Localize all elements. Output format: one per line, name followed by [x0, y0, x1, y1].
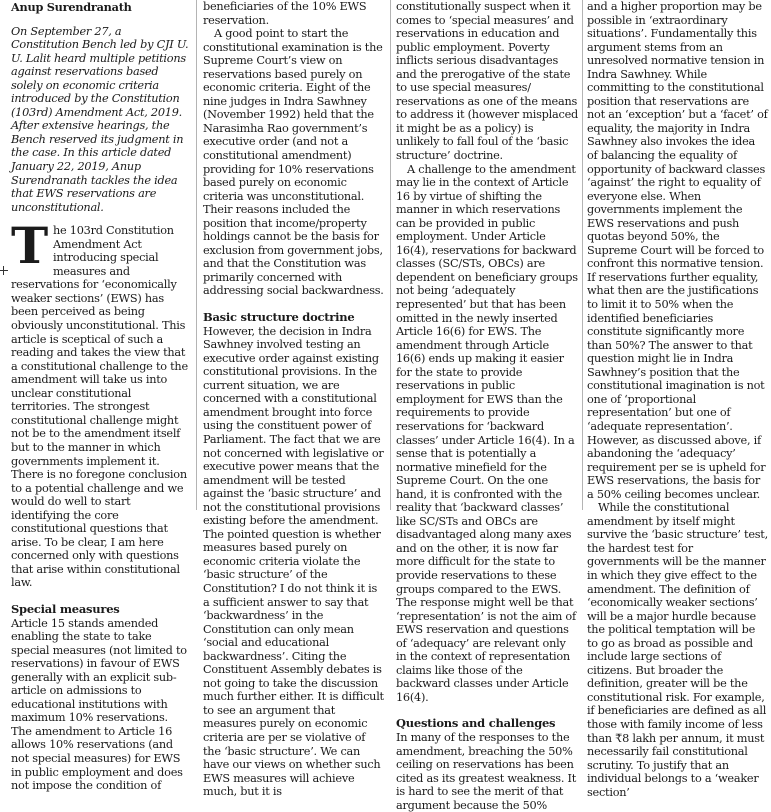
lead-paragraph-block [11, 216, 191, 590]
heading-special-measures: Special measures [11, 601, 120, 616]
paragraph-basic-structure: However, the decision in Indra Sawhney involved testing an executive order against existing constitutional provisions. In the current situation, we are concerned with a constitutional amendment brought into force using the constituent power of Parliament. The fact that we are not concerned with legislative or executive power means that the amendment will be tested against the ‘basic structure’ and not the constitutional provisions existing before the amendment. The pointed question is whether measures based purely on economic criteria violate the ‘basic structure’ of the Constitution? I do not think it is a sufficient answer to say that ‘backwardness’ in the Constitution can only mean ‘social and educational backwardness’. Citing the Constituent Assembly debates is not going to take the discussion much further either. It is difficult to see an argument that measures purely on economic criteria are per se violative of the ‘basic structure’. We can have our views on whether such EWS measures will achieve much, but it is [203, 324, 384, 799]
column-2 [203, 0, 386, 799]
column-1 [11, 0, 191, 793]
byline: Anup Surendranath [11, 0, 132, 14]
intro-text: On September 27, a Constitution Bench led by CJI U. U. Lalit heard multiple petitions against reservations based solely on economic criteria introduced by the Constitution (103rd) Amendment Act, 2019. After extensive hearings, the Bench reserved its judgment in the case. In this article dated January 22, 2019, Anup Surendranath tackles the idea that EWS reservations are unconstitutional. [11, 24, 189, 214]
heading-basic-structure: Basic structure doctrine [203, 310, 355, 325]
column-4 [587, 0, 768, 799]
lead-paragraph: he 103rd Constitution Amendment Act introducing special measures and reservations for ‘economically weaker sections’ (EWS) has been perceived as being obviously unconstitutional. This article is sceptical of such a reading and takes the view that a constitutional challenge to the amendment will take us into unclear constitutional territories. The strongest constitutional challenge might not be to the amendment itself but to the manner in which governments implement it. There is no foregone conclusion to a potential challenge and we would do well to start identifying the core constitutional questions that arise. To be clear, I am here concerned only with questions that arise within constitutional law. [11, 224, 188, 590]
continuation-paragraph: beneficiaries of the 10% EWS reservation. [203, 0, 367, 27]
heading-questions-challenges: Questions and challenges [396, 716, 556, 731]
column-3 [396, 0, 578, 812]
column-divider [390, 0, 391, 510]
column-divider [582, 0, 583, 510]
column-divider [196, 0, 197, 510]
crop-mark [0, 270, 8, 271]
continuation-paragraph: and a higher proportion may be possible in ‘extraordinary situations’. Fundamentally this argument stems from an unresolved normative tension in Indra Sawhney. While committing to the constitutional position that reservations are not an ‘exception’ but a ‘facet’ of equality, the majority in Indra Sawhney also invokes the idea of balancing the equality of opportunity of backward classes ‘against’ the right to equality of everyone else. When governments implement the EWS reservations and push quotas beyond 50%, the Supreme Court will be forced to confront this normative tension. If reservations further equality, what then are the justifications to limit it to 50% when the identified beneficiaries constitute significantly more than 50%? The answer to that question might lie in Indra Sawhney’s position that the constitutional imagination is not one of ‘proportional representation’ but one of ‘adequate representation’. However, as discussed above, if abandoning the ‘adequacy’ requirement per se is upheld for EWS reservations, the basis for a 50% ceiling becomes unclear. [587, 0, 768, 501]
continuation-paragraph: constitutionally suspect when it comes to ‘special measures’ and reservations in education and public employment. Poverty inflicts serious disadvantages and the prerogative of the state to use special measures/ reservations as one of the means to address it (however misplaced it might be as a policy) is unlikely to fall foul of the ‘basic structure’ doctrine. [396, 0, 578, 163]
paragraph-special-measures: Article 15 stands amended enabling the state to take special measures (not limited to reservations) in favour of EWS generally with an explicit sub-article on admissions to educational institutions with maximum 10% reservations. The amendment to Article 16 allows 10% reservations (and not special measures) for EWS in public employment and does not impose the condition of [11, 616, 187, 793]
crop-mark [3, 266, 4, 275]
paragraph-fifty-percent: In many of the responses to the amendment, breaching the 50% ceiling on reservations has been cited as its greatest weakness. It is hard to see the merit of that argument because the 50% [396, 730, 577, 812]
paragraph-indra-sawhney: A good point to start the constitutional examination is the Supreme Court’s view on reservations based purely on economic criteria. Eight of the nine judges in Indra Sawhney (November 1992) held that the Narasimha Rao government’s executive order (and not a constitutional amendment) providing for 10% reservations based purely on economic criteria was unconstitutional. Their reasons included the position that income/property holdings cannot be the basis for exclusion from government jobs, and that the Constitution was primarily concerned with addressing social backwardness. [203, 27, 384, 298]
paragraph-implementation: While the constitutional amendment by itself might survive the ‘basic structure’ test, the hardest test for governments will be the manner in which they give effect to the amendment. The definition of ‘economically weaker sections’ will be a major hurdle because the political temptation will be to go as broad as possible and include large sections of citizens. But broader the definition, greater will be the constitutional risk. For example, if beneficiaries are defined as all those with family income of less than ₹8 lakh per annum, it must necessarily fail constitutional scrutiny. To justify that an individual belongs to a ‘weaker section’ [587, 501, 768, 799]
paragraph-article-16: A challenge to the amendment may lie in the context of Article 16 by virtue of shifting the manner in which reservations can be provided in public employment. Under Article 16(4), reservations for backward classes (SC/STs, OBCs) are dependent on beneficiary groups not being ‘adequately represented’ but that has been omitted in the newly inserted Article 16(6) for EWS. The amendment through Article 16(6) ends up making it easier for the state to provide reservations in public employment for EWS than the requirements to provide reservations for ‘backward classes’ under Article 16(4). In a sense that is potentially a normative minefield for the Supreme Court. On the one hand, it is confronted with the reality that ‘backward classes’ like SC/STs and OBCs are disadvantaged along many axes and on the other, it is now far more difficult for the state to provide reservations to these groups compared to the EWS. The response might well be that ‘representation’ is not the aim of EWS reservation and questions of ‘adequacy’ are relevant only in the context of representation claims like those of the backward classes under Article 16(4). [396, 162, 578, 704]
drop-cap: T [11, 216, 48, 276]
